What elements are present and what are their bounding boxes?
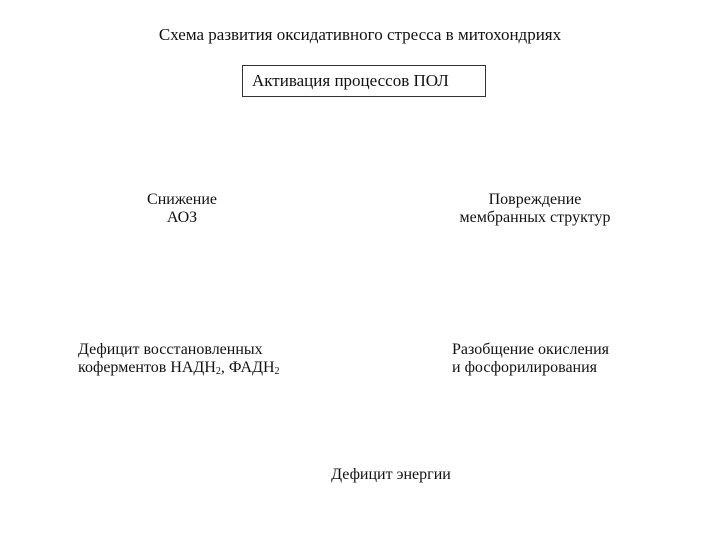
node-activation-box: [242, 65, 486, 97]
node-activation-label: Активация процессов ПОЛ: [252, 71, 449, 90]
node-coenzyme-deficit-line1: Дефицит восстановленных: [78, 341, 263, 358]
node-coenzyme-deficit-line2: [78, 359, 280, 377]
node-membrane-damage: [440, 191, 630, 226]
coenzyme-fadh-text: , ФАДН: [220, 358, 275, 376]
nadh-subscript: 2: [215, 365, 221, 377]
node-uncoupling-line1: Разобщение окисления: [452, 341, 610, 358]
node-coenzyme-deficit: [78, 341, 280, 376]
node-aoz-reduction-line1: Снижение: [147, 191, 217, 208]
node-aoz-reduction-line2: АОЗ: [166, 208, 198, 226]
fadh-subscript: 2: [274, 365, 280, 377]
node-uncoupling-line2: и фосфорилирования: [452, 358, 598, 376]
node-energy-deficit: Дефицит энергии: [331, 466, 451, 483]
coenzyme-nadh-text: коферментов НАДН: [78, 358, 216, 376]
node-aoz-reduction: [120, 191, 244, 226]
node-membrane-damage-line2: мембранных структур: [459, 208, 611, 226]
node-membrane-damage-line1: Повреждение: [488, 191, 582, 208]
node-uncoupling: [452, 341, 609, 376]
diagram-title: Схема развития оксидативного стресса в митохондриях: [158, 25, 562, 44]
